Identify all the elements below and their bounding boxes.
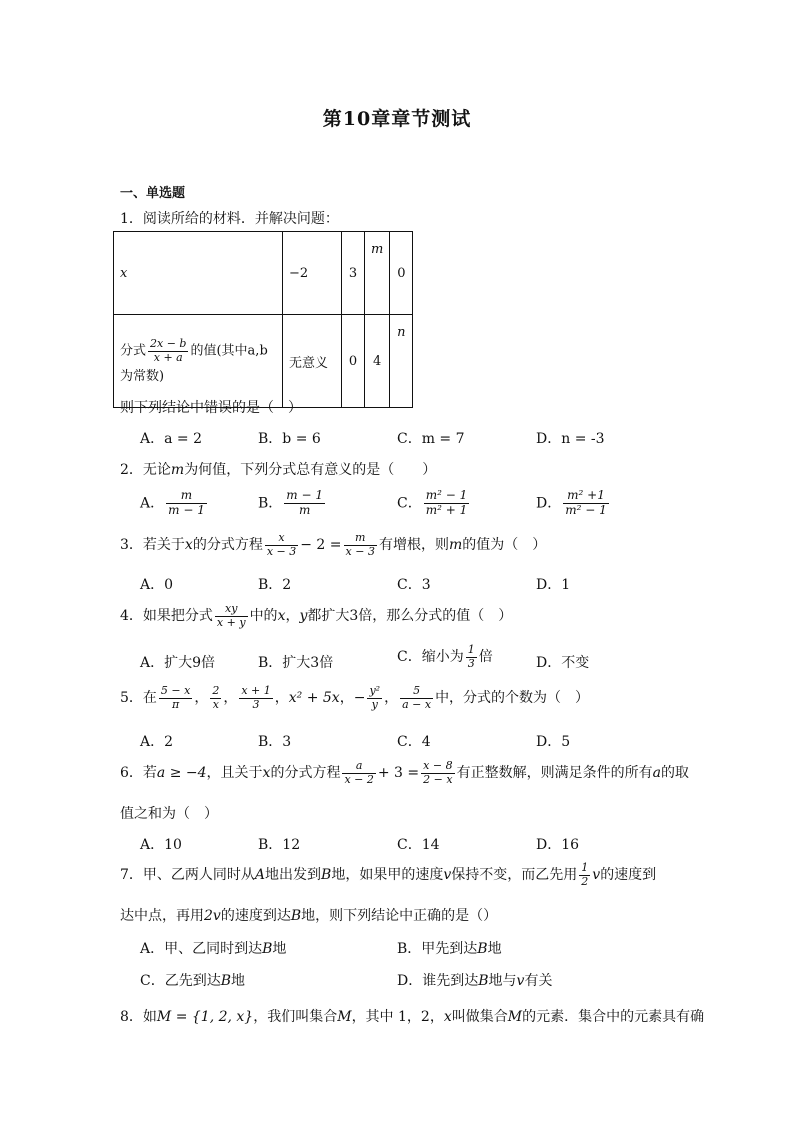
table-cell: −2 bbox=[283, 232, 342, 315]
page-title: 第10章章节测试 bbox=[322, 108, 472, 130]
q6-option-d: D．16 bbox=[536, 837, 580, 853]
q3-option-a: A．0 bbox=[140, 577, 174, 593]
q1-option-d: D．n = -3 bbox=[536, 431, 605, 447]
q5-stem: 5．在 $\frac{5 - x}{\pi}$ ， $\frac{2}{x}$ ， $\frac{x + 1}{3}$ ，x² + 5x，− $\frac{\text{y²}}{y}$ ， $\frac{5}{a - x}$ 中，分式的个数为（ ） bbox=[120, 684, 590, 711]
q7-option-d: D．谁先到达B地与v有关 bbox=[397, 973, 553, 989]
q3-option-c: C．3 bbox=[397, 577, 431, 593]
q4-option-a: A．扩大9倍 bbox=[140, 655, 216, 671]
q1-option-b: B．b = 6 bbox=[258, 431, 321, 447]
q5-option-b: B．3 bbox=[258, 734, 292, 750]
table-cell: 分式 $\frac{2x - b}{x + a}$ 的值(其中a,b 为常数) bbox=[114, 315, 283, 408]
q3-option-d: D．1 bbox=[536, 577, 571, 593]
q2-option-b: B． $\frac{m - 1}{m}$ bbox=[258, 488, 323, 517]
table-cell: 0 bbox=[390, 232, 413, 315]
q3-option-b: B．2 bbox=[258, 577, 292, 593]
table-row bbox=[114, 232, 413, 315]
q1-question: 则下列结论中错误的是（ ） bbox=[120, 400, 302, 416]
q2-option-a: A． $\frac{m}{m - 1}$ bbox=[140, 488, 205, 517]
q6-option-c: C．14 bbox=[397, 837, 440, 853]
table-row bbox=[114, 315, 413, 408]
q1-option-a: A．a = 2 bbox=[140, 431, 202, 447]
q7-stem-line2: 达中点，再用2v的速度到达B地，则下列结论中正确的是（） bbox=[120, 908, 498, 924]
table-cell: 0 bbox=[342, 315, 365, 408]
table-cell: m bbox=[365, 232, 390, 315]
q4-option-d: D．不变 bbox=[536, 655, 590, 671]
q5-option-c: C．4 bbox=[397, 734, 431, 750]
table-cell: n bbox=[390, 315, 413, 408]
table-cell: 3 bbox=[342, 232, 365, 315]
q7-option-c: C．乙先到达B地 bbox=[140, 973, 246, 989]
q7-option-a: A．甲、乙同时到达B地 bbox=[140, 941, 287, 957]
table-cell: 无意义 bbox=[283, 315, 342, 408]
q4-option-c: C．缩小为 $\frac{1}{3}$ 倍 bbox=[397, 643, 493, 670]
q4-option-b: B．扩大3倍 bbox=[258, 655, 334, 671]
q2-stem: 2．无论m为何值，下列分式总有意义的是（ ） bbox=[120, 462, 437, 478]
q4-stem: 4．如果把分式 $\frac{xy}{x + y}$ 中的x，y都扩大3倍，那么分式的值（ ） bbox=[120, 602, 513, 629]
q6-option-a: A．10 bbox=[140, 837, 182, 853]
q5-option-a: A．2 bbox=[140, 734, 174, 750]
q7-option-b: B．甲先到达B地 bbox=[397, 941, 502, 957]
q2-option-c: C． $\frac{\text{m² − 1}}{\text{m² + 1}}$ bbox=[397, 488, 468, 517]
table-cell: x bbox=[114, 232, 283, 315]
q6-option-b: B．12 bbox=[258, 837, 301, 853]
q5-option-d: D．5 bbox=[536, 734, 571, 750]
q8-stem: 8．如M = {1, 2, x}，我们叫集合M，其中 1，2，x叫做集合M的元素．集合中的元素具有确 bbox=[120, 1009, 705, 1025]
q6-stem: 6．若a ≥ −4，且关于x的分式方程 $\frac{a}{x - 2}$ + 3 = $\frac{x - 8}{2 - x}$ 有正整数解，则满足条件的所有a的取 bbox=[120, 759, 689, 786]
q3-stem: 3．若关于x的分式方程 $\frac{x}{x - 3}$ − 2 = $\frac{m}{x - 3}$ 有增根，则m的值为（ ） bbox=[120, 531, 547, 558]
table-cell: 4 bbox=[365, 315, 390, 408]
q6-stem-line2: 值之和为（ ） bbox=[120, 806, 218, 822]
q2-option-d: D． $\frac{\text{m² +1}}{\text{m² − 1}}$ bbox=[536, 488, 607, 517]
q1-option-c: C．m = 7 bbox=[397, 431, 465, 447]
q7-stem: 7．甲、乙两人同时从A地出发到B地，如果甲的速度v保持不变，而乙先用 $\frac{1}{2}$ v的速度到 bbox=[120, 861, 657, 888]
section-heading: 一、单选题 bbox=[120, 186, 186, 201]
q1-stem: 1．阅读所给的材料．并解决问题： bbox=[120, 211, 339, 227]
q1-table bbox=[113, 231, 413, 408]
